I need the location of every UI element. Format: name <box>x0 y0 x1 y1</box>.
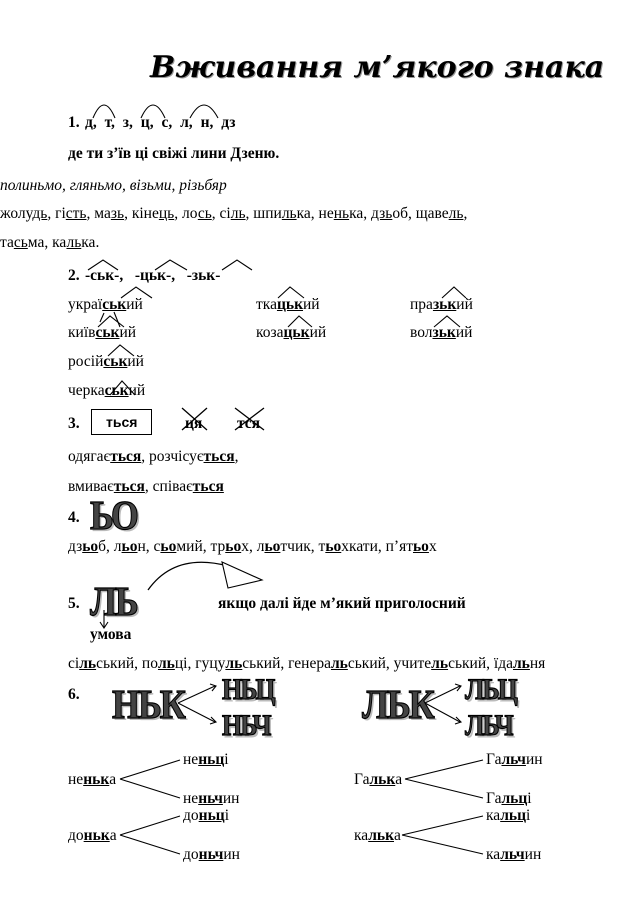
mark <box>100 313 104 322</box>
wordart-lts: ЛЬЦ <box>465 672 516 707</box>
highlighted-letters: ться <box>110 448 142 465</box>
highlighted-letters: ьо <box>325 538 342 555</box>
caret <box>434 316 460 327</box>
page-title: Вживання м’якого знака <box>150 50 605 85</box>
letter: н, <box>200 114 214 131</box>
section-5-number: 5. <box>68 595 80 612</box>
highlighted-letters: ль <box>448 205 464 222</box>
highlighted-letters: дзь <box>371 205 393 222</box>
fork-n <box>178 686 215 722</box>
letter: з, <box>122 114 133 131</box>
word-part: ий <box>455 324 473 341</box>
letter: д, <box>85 114 97 131</box>
word-part: Га <box>354 771 370 788</box>
word-part: х, л <box>241 538 265 555</box>
word-part: б, л <box>98 538 122 555</box>
highlighted-letters: ськ <box>103 353 128 370</box>
arrow-head <box>222 562 262 588</box>
branch <box>402 816 483 854</box>
fork-l <box>425 686 460 722</box>
highlighted-letters: ць <box>158 205 175 222</box>
word-part: ий <box>126 296 143 313</box>
branch <box>120 816 180 854</box>
curved-arrow <box>148 562 228 590</box>
word-part: і <box>224 807 230 824</box>
highlighted-letters: ться <box>192 478 224 495</box>
word-part: хкати, п’ят <box>341 538 413 555</box>
word-part: і <box>526 807 531 824</box>
highlighted-letters: ськ <box>95 324 120 341</box>
highlighted-letters: ськ <box>102 296 127 313</box>
word-part: ський, учите <box>347 655 432 672</box>
highlighted-letters: ьо <box>121 538 138 555</box>
word-part: ка <box>354 827 369 844</box>
word-part: черка <box>68 382 105 399</box>
highlighted-letters: сь <box>197 205 212 222</box>
word-part: , розчісує <box>141 448 204 465</box>
word-part: ин <box>222 790 240 807</box>
wordart-lk: ЛЬК <box>362 681 433 727</box>
highlighted-letters: льк <box>369 771 396 788</box>
word-part: ий <box>303 296 320 313</box>
section-3-number: 3. <box>68 415 80 432</box>
highlighted-letters: ться <box>203 448 235 465</box>
cross-2 <box>235 408 264 430</box>
word-part: ка <box>486 807 501 824</box>
word-part: ня <box>529 655 546 672</box>
word-part: ий <box>456 296 473 313</box>
word-part: Га <box>486 790 502 807</box>
word-part: мий, тр <box>176 538 226 555</box>
crossed-tsia-2: тся <box>237 415 261 432</box>
highlighted-letters: ськ <box>104 382 129 399</box>
highlighted-letters: ль <box>66 234 82 251</box>
highlighted-letters: ьо <box>225 538 242 555</box>
word-part: ка, <box>349 205 372 222</box>
arc-z-ts <box>141 105 165 118</box>
tsya-box: ться <box>91 409 152 435</box>
word-part: вмиває <box>68 478 114 495</box>
letter: с, <box>161 114 173 131</box>
highlighted-letters: ль <box>281 205 297 222</box>
condition-label: умова <box>90 626 132 643</box>
highlighted-letters: сть <box>65 205 87 222</box>
word-part: не <box>68 771 84 788</box>
caret <box>288 316 312 327</box>
caret <box>110 381 135 395</box>
wordart-yo: ЬО <box>90 492 137 538</box>
highlighted-letters: зьк <box>432 324 456 341</box>
word-part: ин <box>524 846 542 863</box>
letter: ц, <box>140 114 154 131</box>
highlighted-letters: ль <box>157 655 175 672</box>
crossed-tsia: ця <box>185 415 203 432</box>
word-part: ка, не <box>296 205 334 222</box>
highlighted-letters: ньч <box>198 846 224 863</box>
word-part: київ <box>68 324 96 341</box>
word-part: х <box>428 538 437 555</box>
word-part: а <box>394 827 401 844</box>
word-part: не <box>183 790 199 807</box>
wordart-nk: НЬК <box>112 681 184 727</box>
word-part: до <box>183 807 199 824</box>
wordart-l: ЛЬ <box>90 578 137 624</box>
word-part: ський, по <box>96 655 158 672</box>
word-part: ий <box>127 353 144 370</box>
word-part: ці, гуцу <box>174 655 226 672</box>
word-part: ка <box>486 846 501 863</box>
word-part: ий <box>309 324 327 341</box>
caret <box>121 287 152 298</box>
word-part: , співає <box>144 478 193 495</box>
word-part: а <box>109 827 117 844</box>
highlighted-letters: сь <box>13 234 28 251</box>
word-part: сі <box>68 655 80 672</box>
caret <box>442 287 466 298</box>
word-part: і <box>224 751 229 768</box>
word-part: н, с <box>137 538 161 555</box>
word-part: ин <box>223 846 240 863</box>
highlighted-letters: ньч <box>198 790 223 807</box>
word-part: Га <box>486 751 502 768</box>
fork-n-heads <box>210 684 216 724</box>
highlighted-letters: ьо <box>264 538 281 555</box>
highlighted-letters: дь <box>32 205 48 222</box>
mnemonic-sentence: де ти з’їв ці свіжі лини Дзеню. <box>68 145 280 162</box>
highlighted-letters: льц <box>501 790 528 807</box>
highlighted-letters: ль <box>230 205 246 222</box>
letter: л, <box>180 114 193 131</box>
wordart-nts: НЬЦ <box>222 672 274 707</box>
word-part: та <box>0 234 14 251</box>
highlighted-letters: цьк <box>283 324 310 341</box>
section-6-number: 6. <box>68 686 80 703</box>
highlighted-letters: цьк <box>276 296 304 313</box>
branch <box>120 760 180 798</box>
highlighted-letters: ль <box>330 655 348 672</box>
italic-examples: полиньмо, гляньмо, візьми, різьбяр <box>0 177 227 194</box>
caret-tsk <box>155 260 187 270</box>
word-part: ка. <box>81 234 100 251</box>
word-part: , гі <box>47 205 66 222</box>
caret <box>278 287 304 298</box>
highlighted-letters: нь <box>333 205 350 222</box>
word-part: тчик, т <box>280 538 326 555</box>
word-part: одягає <box>68 448 111 465</box>
section-4-number: 4. <box>68 509 80 526</box>
word-part: , <box>463 205 468 222</box>
highlighted-letters: ль <box>79 655 97 672</box>
word-part: , кіне <box>124 205 159 222</box>
wordart-nch: НЬЧ <box>222 708 270 743</box>
cross-1 <box>182 408 207 430</box>
highlighted-letters: зь <box>110 205 125 222</box>
word-part: об, щаве <box>392 205 449 222</box>
highlighted-letters: ньц <box>198 751 225 768</box>
letter: т, <box>104 114 115 131</box>
highlighted-letters: льц <box>500 807 527 824</box>
word-part: ський, їда <box>448 655 513 672</box>
caret-sk <box>88 260 118 270</box>
word-part: пра <box>410 296 433 313</box>
highlighted-letters: зьк <box>432 296 457 313</box>
wordart-lch: ЛЬЧ <box>465 708 512 743</box>
highlighted-letters: ль <box>225 655 243 672</box>
word-part: до <box>68 827 84 844</box>
highlighted-letters: льч <box>500 846 525 863</box>
suffix-list: -ськ-, -цьк-, -зьк- <box>85 267 221 284</box>
word-part: ий <box>119 324 137 341</box>
word-part: , сі <box>211 205 231 222</box>
word-part: ин <box>525 751 543 768</box>
highlighted-letters: льк <box>368 827 395 844</box>
word-part: а <box>395 771 403 788</box>
highlighted-letters: ньц <box>198 807 225 824</box>
word-part: ський, генера <box>242 655 331 672</box>
word-part: до <box>183 846 199 863</box>
fork-l-heads <box>455 684 461 724</box>
word-part: тка <box>256 296 277 313</box>
arc-d-t <box>93 105 115 118</box>
word-part: не <box>183 751 199 768</box>
word-part: жолу <box>0 205 33 222</box>
word-part: і <box>527 790 532 807</box>
word-part: ма, ка <box>27 234 67 251</box>
branch <box>405 760 483 798</box>
word-part: , ма <box>86 205 111 222</box>
word-part: а <box>109 771 117 788</box>
highlighted-letters: ньк <box>83 771 110 788</box>
word-part: коза <box>256 324 284 341</box>
highlighted-letters: ьо <box>160 538 177 555</box>
highlighted-letters: ньк <box>83 827 110 844</box>
word-part: ий <box>128 382 146 399</box>
word-part: росій <box>68 353 104 370</box>
word-part: , <box>234 448 239 465</box>
highlighted-letters: ьо <box>82 538 99 555</box>
word-part: , ло <box>174 205 198 222</box>
word-part: вол <box>410 324 433 341</box>
highlighted-letters: ьо <box>412 538 429 555</box>
highlighted-letters: ль <box>431 655 449 672</box>
arc-s-l <box>190 105 218 118</box>
highlighted-letters: ль <box>512 655 530 672</box>
section-2-number: 2. <box>68 267 80 284</box>
highlighted-letters: льч <box>501 751 526 768</box>
section-1-number: 1. <box>68 114 80 131</box>
word-part: украї <box>68 296 103 313</box>
word-part: дз <box>68 538 83 555</box>
rule-text: якщо далі йде м’який приголосний <box>218 595 466 612</box>
letter: дз <box>221 114 236 131</box>
caret <box>108 345 134 356</box>
highlighted-letters: ться <box>113 478 145 495</box>
word-part: , шпи <box>245 205 282 222</box>
caret-zk <box>222 260 252 270</box>
